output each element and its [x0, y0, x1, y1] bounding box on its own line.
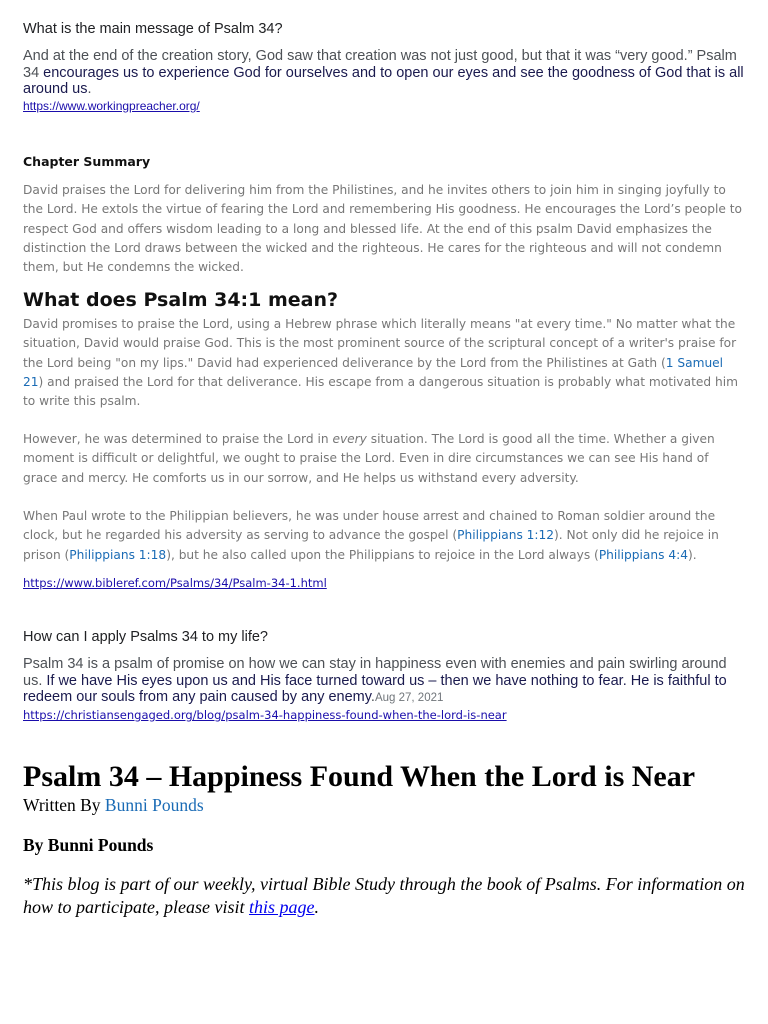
answer-date: Aug 27, 2021 — [374, 692, 444, 704]
answer-apply-highlight: If we have His eyes upon us and His face turned toward us – then we have nothing to fear. He is faithful to redeem our souls from any pain caused by any enemy — [23, 672, 727, 705]
meaning-p1-text-b: ) and praised the Lord for that deliverance. His escape from a dangerous situation is probably what motivated him to write this psalm. — [23, 374, 738, 409]
meaning-paragraph-1 — [23, 315, 745, 411]
source-link-bibleref[interactable]: https://www.bibleref.com/Psalms/34/Psalm-34-1.html — [23, 576, 327, 590]
answer-apply — [23, 656, 745, 707]
chapter-summary-heading: Chapter Summary — [23, 154, 151, 169]
link-philippians-1-12[interactable]: Philippians 1:12 — [457, 528, 555, 543]
answer-highlight: encourages us to experience God for ourselves and to open our eyes and see the goodness of God that is all around us — [23, 64, 744, 97]
answer-apply-end: . — [370, 689, 375, 705]
meaning-p1-text-a: David promises to praise the Lord, using a Hebrew phrase which literally means "at every time." No matter what the situation, David would praise God. This is the most prominent source of the scriptural concept of a writer's praise for the Lord being "on my lips." David had experienced deliverance by the Lord from the Philistines at Gath ( — [23, 317, 737, 370]
meaning-paragraph-2 — [23, 430, 745, 488]
meaning-p2-text-b: situation. The Lord is good all the time. Whether a given moment is difficult or delightful, we ought to praise the Lord. Even in dire circumstances we can see His hand of grace and mercy. He comforts us in our sorrow, and He helps us withstand every adversity. — [23, 432, 715, 485]
link-philippians-4-4[interactable]: Philippians 4:4 — [598, 547, 688, 562]
source-link-christiansengaged[interactable]: https://christiansengaged.org/blog/psalm-34-happiness-found-when-the-lord-is-near — [23, 708, 507, 722]
meaning-p3-text-c: ), but he also called upon the Philippians to rejoice in the Lord always ( — [166, 547, 599, 562]
meaning-p2-emphasis: every — [332, 432, 367, 446]
blog-note-text: *This blog is part of our weekly, virtual Bible Study through the book of Psalms. For information on how to participate, please visit — [23, 874, 745, 917]
meaning-paragraph-3 — [23, 507, 745, 565]
meaning-p3-text-a: When Paul wrote to the Philippian believers, he was under house arrest and chained to Roman soldier around the clock, but he regarded his adversity as serving to advance the gospel ( — [23, 509, 716, 543]
written-by-label: Written By — [23, 795, 105, 815]
blog-note — [23, 873, 745, 919]
meaning-p3-text-b: ). Not only did he rejoice in prison ( — [23, 528, 719, 562]
author-link[interactable]: Bunni Pounds — [104, 795, 204, 815]
link-1-samuel-21[interactable]: 1 Samuel 21 — [23, 355, 724, 389]
answer-main-message — [23, 48, 745, 98]
question-main-message: What is the main message of Psalm 34? — [23, 21, 283, 37]
link-philippians-1-18[interactable]: Philippians 1:18 — [69, 547, 167, 562]
blog-note-end: . — [314, 897, 319, 917]
source-link-workingpreacher[interactable]: https://www.workingpreacher.org/ — [23, 99, 200, 113]
this-page-link[interactable]: this page — [248, 897, 315, 917]
written-by — [23, 795, 745, 816]
answer-end: . — [87, 81, 92, 97]
answer-apply-plain: Psalm 34 is a psalm of promise on how we can stay in happiness even with enemies and pain swirling around us. — [23, 656, 727, 689]
meaning-heading: What does Psalm 34:1 mean? — [23, 289, 339, 311]
meaning-p3-text-d: ). — [687, 547, 697, 562]
question-apply: How can I apply Psalms 34 to my life? — [23, 629, 268, 645]
article-byline: By Bunni Pounds — [23, 835, 154, 855]
meaning-p2-text-a: However, he was determined to praise the Lord in — [23, 432, 333, 446]
article-title: Psalm 34 – Happiness Found When the Lord is Near — [23, 760, 696, 793]
answer-plain: And at the end of the creation story, God saw that creation was not just good, but that it was “very good.” Psalm 34 — [23, 48, 737, 81]
chapter-summary-text: David praises the Lord for delivering him from the Philistines, and he invites others to join him in singing joyfully to the Lord. He extols the virtue of fearing the Lord and remembering His goodness. He encourages the Lord’s people to respect God and offers wisdom leading to a long and blessed life. At the end of this psalm David emphasizes the distinction the Lord draws between the wicked and the righteous. He cares for the righteous and will not condemn them, but He condemns the wicked. — [23, 183, 742, 275]
